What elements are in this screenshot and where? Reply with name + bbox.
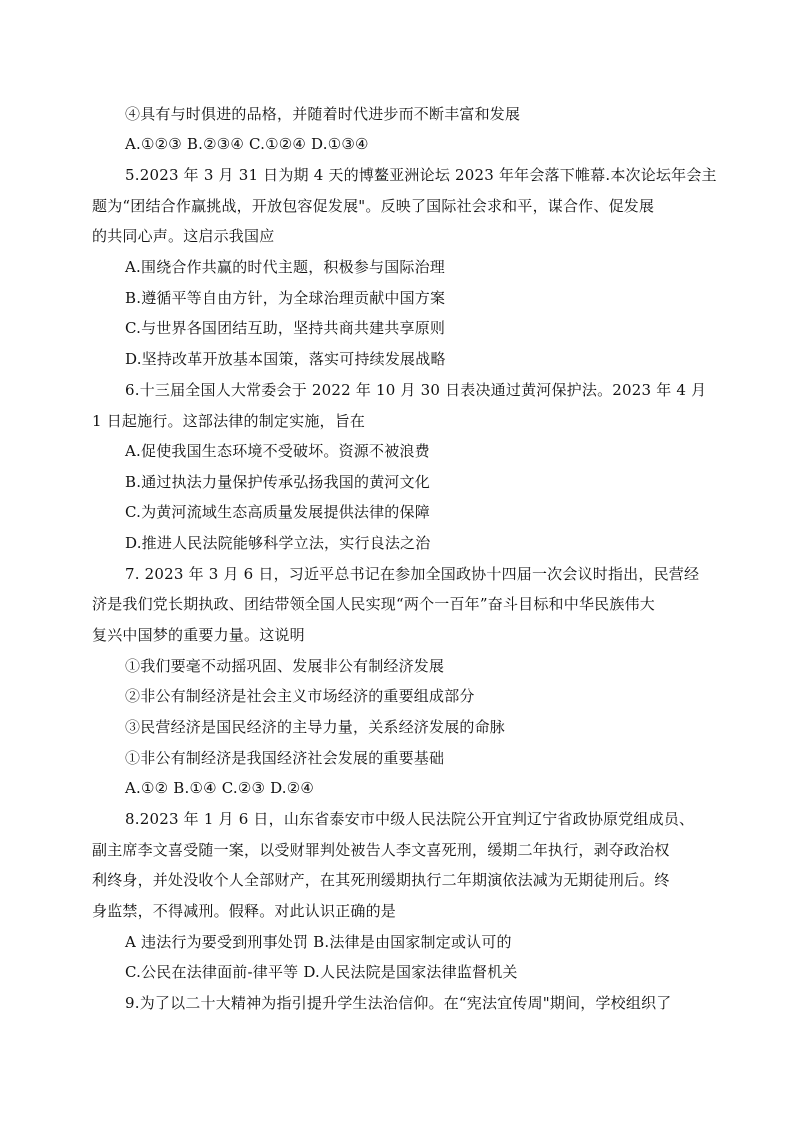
q8-stem-line-1: 8.2023 年 1 月 6 日，山东省泰安市中级人民法院公开宜判辽宁省政协原党组成员、 [125, 810, 695, 828]
q8-options-cd: C.公民在法律面前-律平等 D.人民法院是国家法律监督机关 [125, 963, 518, 981]
q4-item-4: ④具有与时俱进的品格，并随着时代进步而不断丰富和发展 [125, 105, 521, 123]
q6-option-c: C.为黄河流域生态高质量发展提供法律的保障 [125, 503, 430, 521]
q9-stem-line-1: 9.为了以二十大精神为指引提升学生法治信仰。在“宪法宜传周"期间，学校组织了 [125, 994, 672, 1012]
q7-item-3: ③民营经济是国民经济的主导力量，关系经济发展的命脉 [125, 718, 506, 736]
q8-stem-line-4: 身监禁，不得减刑。假释。对此认识正确的是 [92, 902, 397, 920]
q5-option-c: C.与世界各国团结互助，坚持共商共建共享原则 [125, 319, 446, 337]
q7-stem-line-3: 复兴中国梦的重要力量。这说明 [92, 626, 305, 644]
q5-option-a: A.围绕合作共赢的时代主题，积极参与国际治理 [125, 258, 446, 276]
q7-stem-line-2: 济是我们党长期执政、团结带领全国人民实现“两个一百年”奋斗目标和中华民族伟大 [92, 595, 655, 613]
q8-stem-line-2: 副主席李文喜受随一案，以受财罪判处被告人李文喜死刑，缓期二年执行，剥夺政治权 [92, 841, 670, 859]
q4-options: A.①②③ B.②③④ C.①②④ D.①③④ [125, 135, 369, 153]
q5-stem-line-3: 的共同心声。这启示我国应 [92, 227, 275, 245]
q7-item-1: ①我们要毫不动摇巩固、发展非公有制经济发展 [125, 657, 445, 675]
q6-option-a: A.促使我国生态环境不受破坏。资源不被浪费 [125, 442, 430, 460]
q6-stem-line-1: 6.十三届全国人大常委会于 2022 年 10 月 30 日表决通过黄河保护法。2023 年 4 月 [125, 381, 707, 399]
q7-options: A.①② B.①④ C.②③ D.②④ [125, 779, 315, 797]
q7-stem-line-1: 7. 2023 年 3 月 6 日，习近平总书记在参加全国政协十四届一次会议时指出，民营经 [125, 565, 700, 583]
q8-stem-line-3: 利终身，并处没收个人全部财产，在其死刑缓期执行二年期演依法减为无期徒刑后。终 [92, 871, 670, 889]
q7-item-2: ②非公有制经济是社会主义市场经济的重要组成部分 [125, 687, 475, 705]
q6-option-d: D.推进人民法院能够科学立法，实行良法之治 [125, 534, 431, 552]
q5-stem-line-1: 5.2023 年 3 月 31 日为期 4 天的博鳌亚洲论坛 2023 年年会落下帷幕.本次论坛年会主 [125, 166, 717, 184]
q6-option-b: B.通过执法力量保护传承弘扬我国的黄河文化 [125, 473, 430, 491]
q7-item-4: ①非公有制经济是我国经济社会发展的重要基础 [125, 749, 445, 767]
q8-options-ab: A 违法行为要受到刑事处罚 B.法律是由国家制定或认可的 [125, 933, 512, 951]
q6-stem-line-2: 1 日起施行。这部法律的制定实施，旨在 [92, 412, 366, 430]
q5-option-d: D.坚持改革开放基本国策，落实可持续发展战略 [125, 350, 446, 368]
q5-stem-line-2: 题为“团结合作赢挑战，开放包容促发展"。反映了国际社会求和平，谋合作、促发展 [92, 197, 655, 215]
q5-option-b: B.遵循平等自由方针，为全球治理贡献中国方案 [125, 289, 446, 307]
